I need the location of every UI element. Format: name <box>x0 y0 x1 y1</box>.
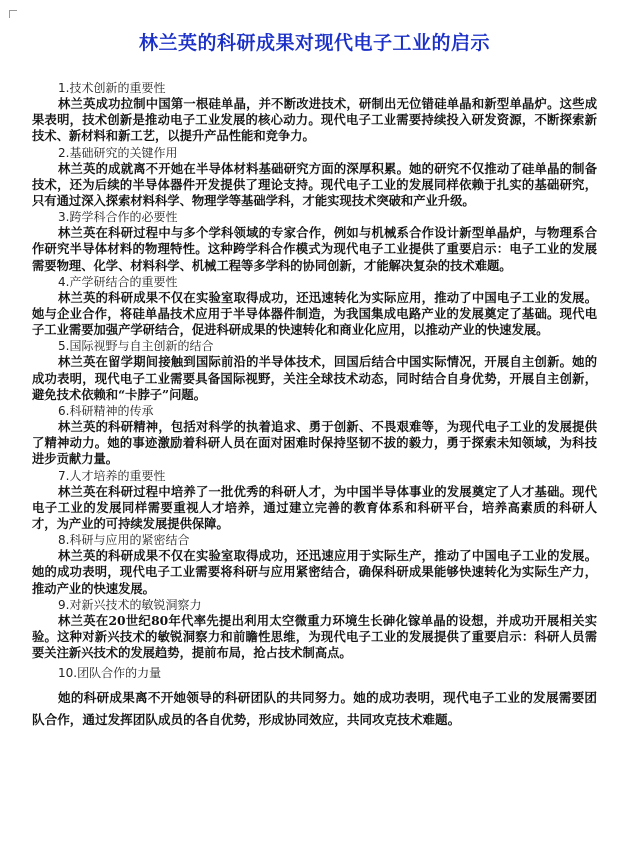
crop-mark <box>9 10 17 18</box>
section-heading: 5.国际视野与自主创新的结合 <box>58 339 214 354</box>
section-heading: 3.跨学科合作的必要性 <box>58 210 178 225</box>
section-4 <box>32 274 597 339</box>
section-paragraph: 林兰英成功拉制中国第一根硅单晶，并不断改进技术，研制出无位错硅单晶和新型单晶炉。这些成果表明，技术创新是推动电子工业发展的核心动力。现代电子工业需要持续投入研发资源，不断探索新技术、新材料和新工艺，以提升产品性能和竞争力。 <box>32 96 597 144</box>
section-paragraph: 林兰英的成就离不开她在半导体材料基础研究方面的深厚积累。她的研究不仅推动了硅单晶的制备技术，还为后续的半导体器件开发提供了理论支持。现代电子工业的发展同样依赖于扎实的基础研究，只有通过深入探索材料科学、物理学等基础学科，才能实现技术突破和产业升级。 <box>32 160 597 209</box>
section-paragraph: 林兰英的科研精神，包括对科学的执着追求、勇于创新、不畏艰难等，为现代电子工业的发展提供了精神动力。她的事迹激励着科研人员在面对困难时保持坚韧不拔的毅力，勇于探索未知领域，为科技进步贡献力量。 <box>32 419 597 467</box>
section-paragraph: 林兰英的科研成果不仅在实验室取得成功，还迅速转化为实际应用，推动了中国电子工业的发展。她与企业合作，将硅单晶技术应用于半导体器件制造，为我国集成电路产业的发展奠定了基础。现代电子工业需要加强产学研结合，促进科研成果的快速转化和商业化应用，以推动产业的快速发展。 <box>32 289 597 338</box>
section-paragraph: 林兰英在科研过程中培养了一批优秀的科研人才，为中国半导体事业的发展奠定了人才基础。现代电子工业的发展同样需要重视人才培养，通过建立完善的教育体系和科研平台，培养高素质的科研人才，为产业的可持续发展提供保障。 <box>32 483 597 532</box>
section-8 <box>32 532 597 597</box>
section-heading: 2.基础研究的关键作用 <box>58 145 178 160</box>
section-5 <box>32 338 597 403</box>
section-paragraph: 她的科研成果离不开她领导的科研团队的共同努力。她的成功表明，现代电子工业的发展需要团队合作，通过发挥团队成员的各自优势，形成协同效应，共同攻克技术难题。 <box>32 690 597 728</box>
section-10 <box>32 665 597 731</box>
section-heading: 10.团队合作的力量 <box>58 666 162 681</box>
section-heading: 1.技术创新的重要性 <box>58 81 166 95</box>
section-paragraph: 林兰英在20世纪80年代率先提出利用太空微重力环境生长砷化镓单晶的设想，并成功开展相关实验。这种对新兴技术的敏锐洞察力和前瞻性思维，为现代电子工业的发展提供了重要启示：科研人员需要关注新兴技术的发展趋势，提前布局，抢占技术制高点。 <box>32 612 597 661</box>
document-title: 林兰英的科研成果对现代电子工业的启示 <box>138 32 490 54</box>
section-2 <box>32 145 597 210</box>
section-3 <box>32 209 597 274</box>
section-heading: 9.对新兴技术的敏锐洞察力 <box>58 597 202 612</box>
section-paragraph: 林兰英的科研成果不仅在实验室取得成功，还迅速应用于实际生产，推动了中国电子工业的发展。她的成功表明，现代电子工业需要将科研与应用紧密结合，确保科研成果能够快速转化为实际生产力，推动产业的快速发展。 <box>32 548 597 596</box>
section-heading: 8.科研与应用的紧密结合 <box>58 533 190 548</box>
section-heading: 4.产学研结合的重要性 <box>58 274 178 289</box>
section-9 <box>32 597 597 662</box>
section-paragraph: 林兰英在留学期间接触到国际前沿的半导体技术，回国后结合中国实际情况，开展自主创新。她的成功表明，现代电子工业需要具备国际视野，关注全球技术动态，同时结合自身优势，开展自主创新，避免技术依赖和“卡脖子”问题。 <box>32 354 597 402</box>
section-7 <box>32 468 597 533</box>
document-body <box>32 80 597 731</box>
section-paragraph: 林兰英在科研过程中与多个学科领域的专家合作，例如与机械系合作设计新型单晶炉，与物理系合作研究半导体材料的物理特性。这种跨学科合作模式为现代电子工业提供了重要启示：电子工业的发展需要物理、化学、材料科学、机械工程等多学科的协同创新，才能解决复杂的技术难题。 <box>32 225 597 273</box>
section-heading: 7.人才培养的重要性 <box>58 468 166 483</box>
section-1 <box>32 80 597 145</box>
section-6 <box>32 403 597 468</box>
section-heading: 6.科研精神的传承 <box>58 404 154 419</box>
